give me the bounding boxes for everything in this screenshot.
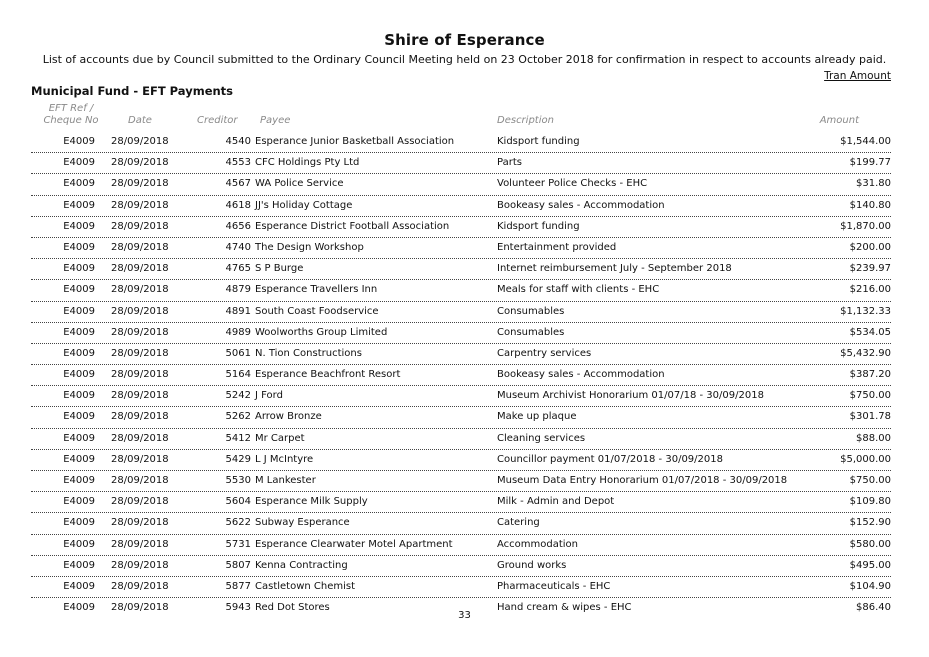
table-row: [31, 259, 891, 280]
page-title: Shire of Esperance: [384, 31, 545, 49]
payee-cell: CFC Holdings Pty Ltd: [255, 157, 360, 169]
date-cell: 28/09/2018: [111, 496, 169, 508]
eft-ref-cell: E4009: [63, 369, 95, 381]
eft-ref-cell: E4009: [63, 390, 95, 402]
creditor-cell: 4567: [225, 178, 251, 190]
date-cell: 28/09/2018: [111, 241, 169, 253]
payee-cell: Kenna Contracting: [255, 559, 348, 571]
description-cell: Bookeasy sales - Accommodation: [497, 199, 665, 211]
date-cell: 28/09/2018: [111, 220, 169, 232]
table-row: [31, 450, 891, 471]
creditor-cell: 4765: [225, 263, 251, 275]
column-header-payee: Payee: [260, 115, 291, 126]
payee-cell: Esperance Junior Basketball Association: [255, 136, 455, 147]
table-row: [31, 196, 891, 217]
tran-amount-label: Tran Amount: [824, 70, 891, 82]
description-cell: Catering: [497, 517, 540, 529]
eft-ref-cell: E4009: [63, 411, 95, 423]
date-cell: 28/09/2018: [111, 263, 169, 275]
amount-cell: $301.78: [849, 411, 891, 423]
date-cell: 28/09/2018: [111, 305, 169, 317]
page-subtitle: List of accounts due by Council submitted to the Ordinary Council Meeting held on 23 October 2018 for confirmation in respect to accounts already paid.: [42, 53, 887, 66]
eft-ref-cell: E4009: [63, 496, 95, 508]
date-cell: 28/09/2018: [111, 580, 169, 592]
creditor-cell: 5412: [225, 432, 251, 444]
payee-cell: L J McIntyre: [255, 453, 314, 465]
description-cell: Pharmaceuticals - EHC: [497, 580, 611, 592]
table-row: [31, 365, 891, 386]
date-cell: 28/09/2018: [111, 284, 169, 296]
amount-cell: $109.80: [849, 496, 891, 508]
creditor-cell: 5429: [225, 453, 251, 465]
table-row: [31, 217, 891, 238]
payee-cell: JJ's Holiday Cottage: [255, 199, 353, 211]
table-row: [31, 386, 891, 407]
column-header-description: Description: [497, 115, 554, 126]
eft-ref-cell: E4009: [63, 241, 95, 253]
date-cell: 28/09/2018: [111, 178, 169, 190]
column-header-ref-line1: EFT Ref /: [48, 103, 94, 114]
amount-cell: $216.00: [849, 284, 891, 296]
payee-cell: S P Burge: [255, 263, 304, 275]
creditor-cell: 5622: [225, 517, 251, 529]
eft-ref-cell: E4009: [63, 326, 95, 338]
description-cell: Museum Data Entry Honorarium 01/07/2018 - 30/09/2018: [497, 475, 788, 486]
amount-cell: $199.77: [849, 157, 891, 169]
table-row: [31, 577, 891, 598]
creditor-cell: 4553: [225, 157, 251, 169]
date-cell: 28/09/2018: [111, 432, 169, 444]
table-row: [31, 302, 891, 323]
eft-ref-cell: E4009: [63, 136, 95, 147]
payee-cell: South Coast Foodservice: [255, 305, 379, 317]
creditor-cell: 4891: [225, 305, 251, 317]
date-cell: 28/09/2018: [111, 411, 169, 423]
column-header-creditor: Creditor: [197, 115, 238, 126]
payee-cell: Esperance Beachfront Resort: [255, 369, 401, 381]
description-cell: Parts: [497, 157, 522, 169]
date-cell: 28/09/2018: [111, 157, 169, 169]
description-cell: Ground works: [497, 559, 567, 571]
table-row: [31, 344, 891, 365]
description-cell: Councillor payment 01/07/2018 - 30/09/2018: [497, 453, 723, 465]
description-cell: Bookeasy sales - Accommodation: [497, 369, 665, 381]
payee-cell: Castletown Chemist: [255, 580, 356, 592]
description-cell: Accommodation: [497, 538, 579, 550]
table-row: [31, 174, 891, 195]
eft-ref-cell: E4009: [63, 263, 95, 275]
eft-ref-cell: E4009: [63, 157, 95, 169]
creditor-cell: 4656: [225, 220, 251, 232]
amount-cell: $86.40: [856, 602, 891, 614]
eft-ref-cell: E4009: [63, 178, 95, 190]
eft-ref-cell: E4009: [63, 305, 95, 317]
creditor-cell: 5943: [225, 602, 251, 614]
creditor-cell: 4618: [225, 199, 251, 211]
amount-cell: $580.00: [849, 538, 891, 550]
table-row: [31, 535, 891, 556]
date-cell: 28/09/2018: [111, 199, 169, 211]
column-header-ref-line2: Cheque No: [43, 115, 99, 126]
amount-cell: $1,870.00: [840, 220, 891, 232]
payee-cell: Esperance District Football Association: [255, 220, 450, 232]
eft-ref-cell: E4009: [63, 602, 95, 614]
date-cell: 28/09/2018: [111, 347, 169, 359]
eft-ref-cell: E4009: [63, 453, 95, 465]
payee-cell: The Design Workshop: [255, 241, 364, 253]
amount-cell: $1,544.00: [840, 136, 891, 147]
creditor-cell: 5877: [225, 580, 251, 592]
creditor-cell: 5242: [225, 390, 251, 402]
payee-cell: Arrow Bronze: [255, 411, 322, 423]
creditor-cell: 5604: [225, 496, 251, 508]
eft-ref-cell: E4009: [63, 580, 95, 592]
creditor-cell: 5164: [225, 369, 251, 381]
amount-cell: $88.00: [856, 432, 891, 444]
description-cell: Milk - Admin and Depot: [497, 496, 615, 508]
amount-cell: $495.00: [849, 559, 891, 571]
creditor-cell: 5262: [225, 411, 251, 423]
payee-cell: Esperance Milk Supply: [255, 496, 368, 508]
payee-cell: Subway Esperance: [255, 517, 350, 529]
payee-cell: Red Dot Stores: [255, 602, 330, 614]
date-cell: 28/09/2018: [111, 517, 169, 529]
creditor-cell: 4879: [225, 284, 251, 296]
eft-ref-cell: E4009: [63, 284, 95, 296]
table-row: [31, 471, 891, 492]
date-cell: 28/09/2018: [111, 538, 169, 550]
amount-cell: $140.80: [849, 199, 891, 211]
payee-cell: WA Police Service: [255, 178, 344, 190]
amount-cell: $200.00: [849, 241, 891, 253]
description-cell: Kidsport funding: [497, 136, 580, 147]
payments-table: [31, 132, 891, 618]
amount-cell: $1,132.33: [840, 305, 891, 317]
description-cell: Entertainment provided: [497, 241, 617, 253]
payee-cell: M Lankester: [255, 475, 316, 486]
description-cell: Hand cream & wipes - EHC: [497, 602, 632, 614]
amount-cell: $534.05: [849, 326, 891, 338]
eft-ref-cell: E4009: [63, 347, 95, 359]
eft-ref-cell: E4009: [63, 517, 95, 529]
date-cell: 28/09/2018: [111, 390, 169, 402]
amount-cell: $5,432.90: [840, 347, 891, 359]
payee-cell: Esperance Travellers Inn: [255, 284, 378, 296]
date-cell: 28/09/2018: [111, 136, 169, 147]
eft-ref-cell: E4009: [63, 220, 95, 232]
amount-cell: $239.97: [849, 263, 891, 275]
table-row: [31, 280, 891, 301]
table-row: [31, 513, 891, 534]
eft-ref-cell: E4009: [63, 432, 95, 444]
description-cell: Carpentry services: [497, 347, 592, 359]
payee-cell: J Ford: [255, 390, 283, 402]
table-row: [31, 238, 891, 259]
creditor-cell: 5807: [225, 559, 251, 571]
creditor-cell: 4740: [225, 241, 251, 253]
table-row: [31, 556, 891, 577]
eft-ref-cell: E4009: [63, 538, 95, 550]
column-header-amount: Amount: [819, 115, 859, 126]
amount-cell: $152.90: [849, 517, 891, 529]
date-cell: 28/09/2018: [111, 559, 169, 571]
description-cell: Kidsport funding: [497, 220, 580, 232]
description-cell: Meals for staff with clients - EHC: [497, 284, 660, 296]
creditor-cell: 4989: [225, 326, 251, 338]
amount-cell: $104.90: [849, 580, 891, 592]
payee-cell: Woolworths Group Limited: [255, 326, 388, 338]
page-number: 33: [458, 610, 471, 621]
table-row: [31, 407, 891, 428]
eft-ref-cell: E4009: [63, 559, 95, 571]
description-cell: Internet reimbursement July - September 2018: [497, 263, 732, 275]
table-row: [31, 153, 891, 174]
table-row: [31, 323, 891, 344]
payee-cell: N. Tion Constructions: [255, 347, 362, 359]
date-cell: 28/09/2018: [111, 475, 169, 486]
description-cell: Consumables: [497, 305, 565, 317]
date-cell: 28/09/2018: [111, 453, 169, 465]
creditor-cell: 5731: [225, 538, 251, 550]
column-header-ref: [38, 103, 104, 127]
eft-ref-cell: E4009: [63, 199, 95, 211]
description-cell: Volunteer Police Checks - EHC: [497, 178, 648, 190]
amount-cell: $750.00: [849, 475, 891, 486]
date-cell: 28/09/2018: [111, 602, 169, 614]
date-cell: 28/09/2018: [111, 369, 169, 381]
fund-heading: Municipal Fund - EFT Payments: [31, 84, 234, 98]
table-row: [31, 429, 891, 450]
amount-cell: $387.20: [849, 369, 891, 381]
payee-cell: Mr Carpet: [255, 432, 305, 444]
creditor-cell: 5061: [225, 347, 251, 359]
creditor-cell: 4540: [225, 136, 251, 147]
table-row: [31, 132, 891, 153]
amount-cell: $5,000.00: [840, 453, 891, 465]
description-cell: Consumables: [497, 326, 565, 338]
payee-cell: Esperance Clearwater Motel Apartment: [255, 538, 453, 550]
amount-cell: $31.80: [856, 178, 891, 190]
table-row: [31, 492, 891, 513]
description-cell: Make up plaque: [497, 411, 577, 423]
amount-cell: $750.00: [849, 390, 891, 402]
date-cell: 28/09/2018: [111, 326, 169, 338]
description-cell: Cleaning services: [497, 432, 586, 444]
description-cell: Museum Archivist Honorarium 01/07/18 - 30/09/2018: [497, 390, 764, 402]
eft-ref-cell: E4009: [63, 475, 95, 486]
creditor-cell: 5530: [225, 475, 251, 486]
column-header-date: Date: [128, 115, 152, 126]
